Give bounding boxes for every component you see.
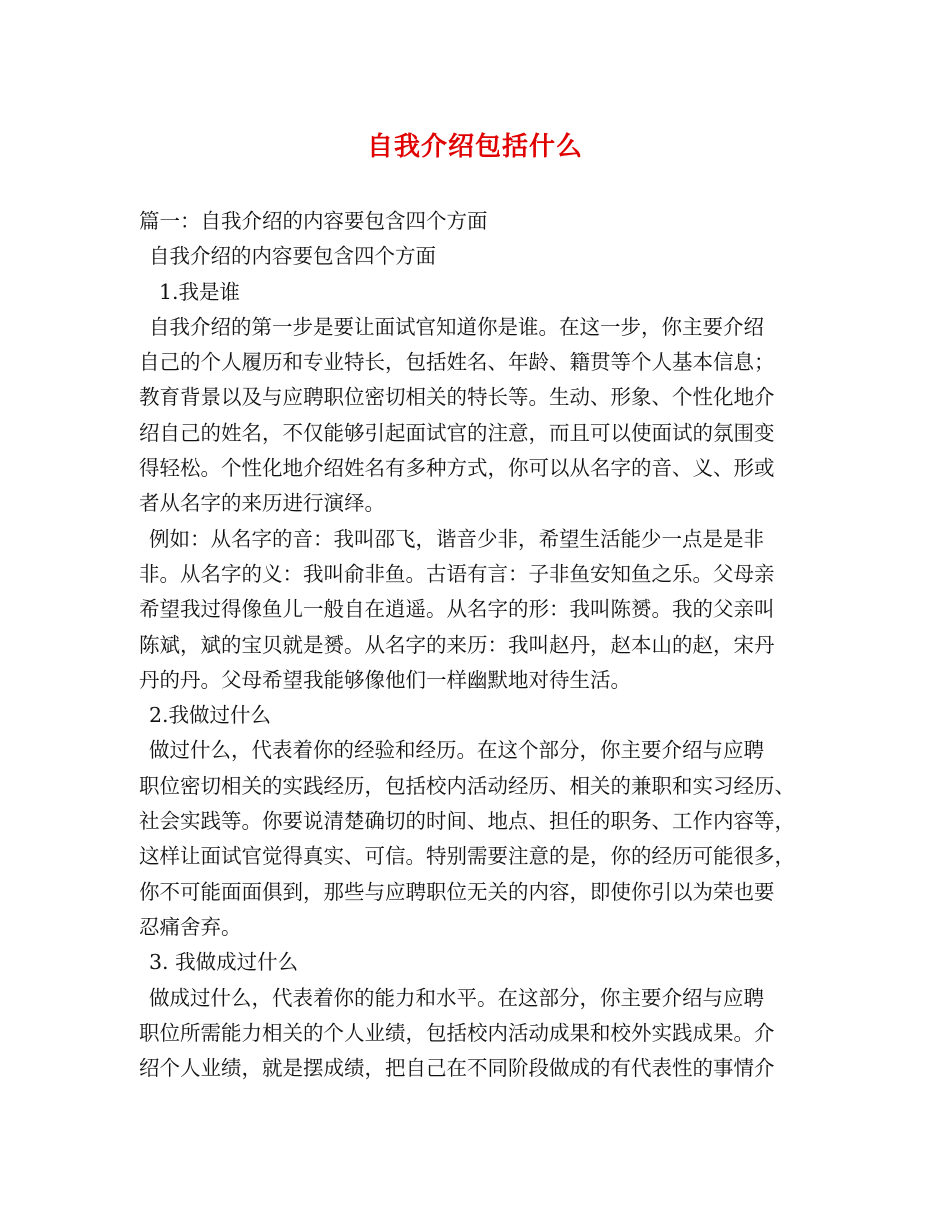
paragraph-line: 绍个人业绩，就是摆成绩，把自己在不同阶段做成的有代表性的事情介 [139, 1056, 775, 1081]
paragraph-line: 做过什么，代表着你的经验和经历。在这个部分，你主要介绍与应聘 [149, 738, 764, 763]
paragraph-line: 得轻松。个性化地介绍姓名有多种方式，你可以从名字的音、义、形或 [139, 456, 775, 481]
paragraph-line: 你不可能面面俱到，那些与应聘职位无关的内容，即使你引以为荣也要 [139, 879, 775, 904]
paragraph-line: 职位密切相关的实践经历，包括校内活动经历、相关的兼职和实习经历、 [139, 773, 795, 798]
paragraph-line: 例如：从名字的音：我叫邵飞，谐音少非，希望生活能少一点是是非 [149, 526, 764, 551]
paragraph-line: 非。从名字的义：我叫俞非鱼。古语有言：子非鱼安知鱼之乐。父母亲 [139, 561, 775, 586]
paragraph-line: 自我介绍的内容要包含四个方面 [149, 244, 436, 269]
paragraph-line: 希望我过得像鱼儿一般自在逍遥。从名字的形：我叫陈赟。我的父亲叫 [139, 597, 775, 622]
paragraph-line: 2.我做过什么 [149, 703, 272, 728]
paragraph-line: 1.我是谁 [159, 279, 241, 304]
paragraph-line: 3. 我做成过什么 [149, 950, 299, 975]
paragraph-line: 丹的丹。父母希望我能够像他们一样幽默地对待生活。 [139, 667, 631, 692]
document-body [139, 204, 829, 1086]
paragraph-line: 教育背景以及与应聘职位密切相关的特长等。生动、形象、个性化地介 [139, 385, 775, 410]
paragraph-line: 者从名字的来历进行演绎。 [139, 491, 385, 516]
paragraph-line: 陈斌，斌的宝贝就是赟。从名字的来历：我叫赵丹，赵本山的赵，宋丹 [139, 632, 775, 657]
document-title: 自我介绍包括什么 [366, 132, 583, 162]
paragraph-line: 社会实践等。你要说清楚确切的时间、地点、担任的职务、工作内容等， [139, 809, 795, 834]
paragraph-line: 做成过什么，代表着你的能力和水平。在这部分，你主要介绍与应聘 [149, 985, 764, 1010]
paragraph-line: 自我介绍的第一步是要让面试官知道你是谁。在这一步，你主要介绍 [149, 314, 764, 339]
paragraph-line: 这样让面试官觉得真实、可信。特别需要注意的是，你的经历可能很多， [139, 844, 795, 869]
paragraph-line: 自己的个人履历和专业特长，包括姓名、年龄、籍贯等个人基本信息； [139, 350, 775, 375]
paragraph-line: 绍自己的姓名，不仅能够引起面试官的注意，而且可以使面试的氛围变 [139, 420, 775, 445]
paragraph-line: 职位所需能力相关的个人业绩，包括校内活动成果和校外实践成果。介 [139, 1020, 775, 1045]
paragraph-line: 忍痛舍弃。 [139, 914, 242, 939]
paragraph-line: 篇一：自我介绍的内容要包含四个方面 [139, 209, 488, 233]
